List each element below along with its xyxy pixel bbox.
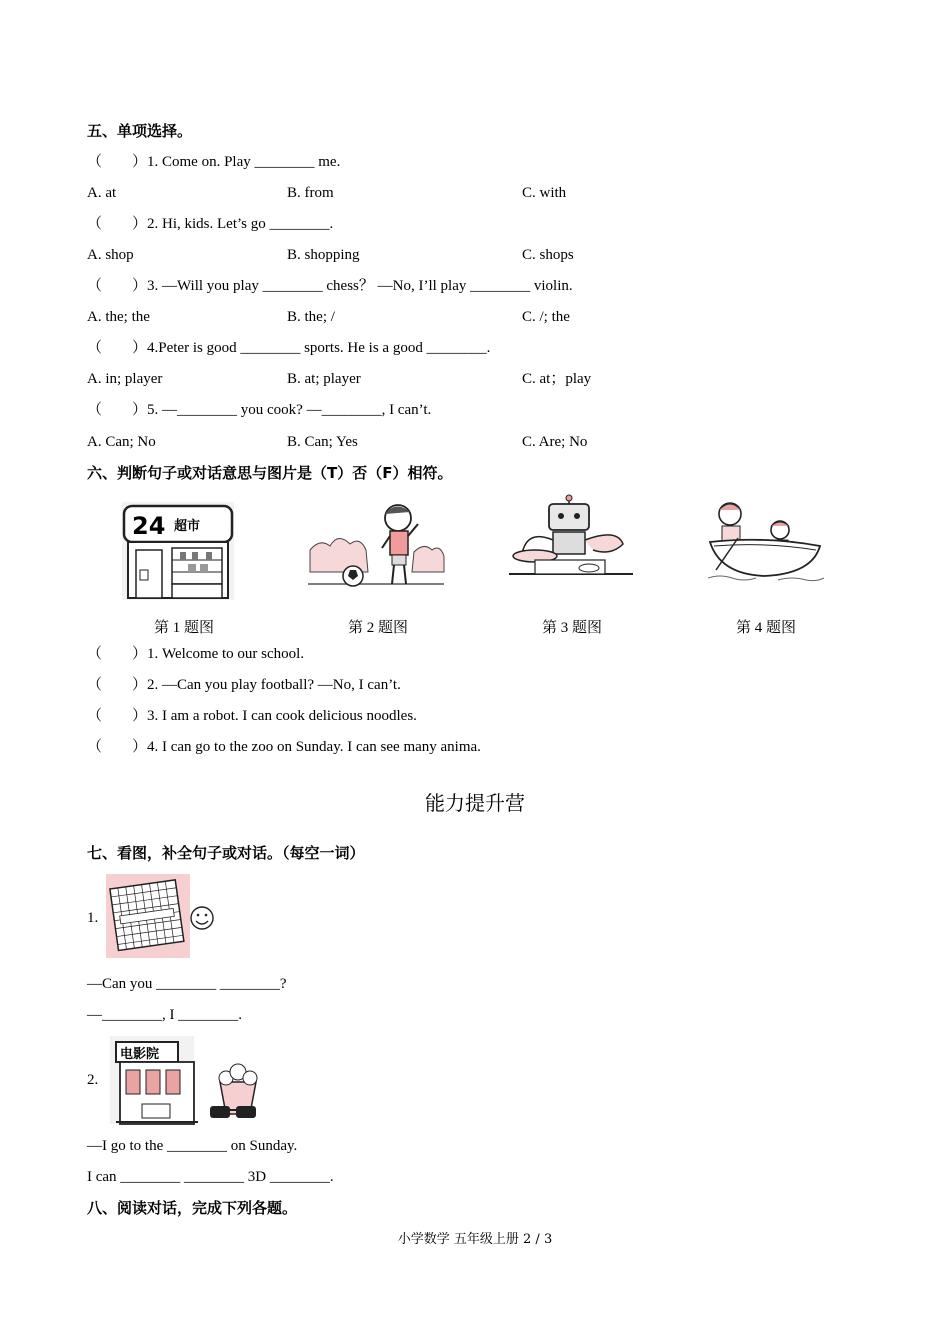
boy-football-image — [306, 498, 446, 592]
section-8-title: 八、阅读对话，完成下列各题。 — [87, 1199, 298, 1217]
option-b: B. the; / — [287, 309, 335, 325]
question-stem: （ ）2. Hi, kids. Let’s go ________. — [87, 216, 334, 232]
section-7-title: 七、看图，补全句子或对话。（每空一词） — [87, 844, 365, 862]
supermarket-image — [118, 498, 238, 602]
option-b: B. at; player — [287, 371, 361, 387]
cinema-image — [106, 1034, 266, 1126]
q2-line1: —I go to the ________ on Sunday. — [87, 1138, 298, 1154]
judge-item: （ ）4. I can go to the zoo on Sunday. I can see many anima. — [87, 739, 481, 755]
picture-caption: 第 4 题图 — [735, 620, 796, 636]
question-stem: （ ）4.Peter is good ________ sports. He is a good ________. — [87, 340, 491, 356]
section-5-title: 五、单项选择。 — [87, 122, 193, 140]
picture-caption: 第 2 题图 — [347, 620, 408, 636]
picture-caption: 第 3 题图 — [541, 620, 602, 636]
q1-number: 1. — [87, 910, 99, 926]
question-stem: （ ）1. Come on. Play ________ me. — [87, 154, 341, 170]
q1-line1: —Can you ________ ________? — [87, 976, 287, 992]
chess-board-image — [106, 874, 218, 958]
option-b: B. Can; Yes — [287, 434, 358, 450]
question-stem: （ ）3. —Will you play ________ chess？ —No, I’ll play ________ violin. — [87, 278, 573, 294]
sign-text: 超市 — [174, 519, 201, 534]
section-6-title: 六、判断句子或对话意思与图片是（T）否（F）相符。 — [87, 464, 453, 482]
option-a: A. the; the — [87, 309, 150, 325]
question-stem: （ ）5. —________ you cook? —________, I can’t. — [87, 402, 432, 418]
judge-item: （ ）3. I am a robot. I can cook delicious noodles. — [87, 708, 417, 724]
option-a: A. in; player — [87, 371, 163, 387]
judge-item: （ ）1. Welcome to our school. — [87, 646, 305, 662]
robot-cooking-image — [505, 494, 637, 580]
option-b: B. from — [287, 185, 334, 201]
option-a: A. shop — [87, 247, 134, 263]
boat-image — [708, 496, 826, 584]
option-c: C. /; the — [522, 309, 570, 325]
option-c: C. Are; No — [522, 434, 588, 450]
q2-line2: I can ________ ________ 3D ________. — [87, 1169, 334, 1185]
page-footer: 小学数学 五年级上册 2 / 3 — [397, 1232, 553, 1247]
option-a: A. at — [87, 185, 117, 201]
option-c: C. shops — [522, 247, 574, 263]
option-b: B. shopping — [287, 247, 360, 263]
judge-item: （ ）2. —Can you play football? —No, I can’t. — [87, 677, 401, 693]
option-c: C. with — [522, 185, 567, 201]
option-a: A. Can; No — [87, 434, 156, 450]
cinema-sign: 电影院 — [120, 1047, 160, 1062]
q1-line2: —________, I ________. — [87, 1007, 242, 1023]
q2-number: 2. — [87, 1072, 99, 1088]
option-c: C. at；play — [522, 371, 592, 387]
picture-caption: 第 1 题图 — [153, 620, 214, 636]
ability-title: 能力提升营 — [425, 791, 525, 815]
sign-number: 24 — [132, 512, 166, 540]
